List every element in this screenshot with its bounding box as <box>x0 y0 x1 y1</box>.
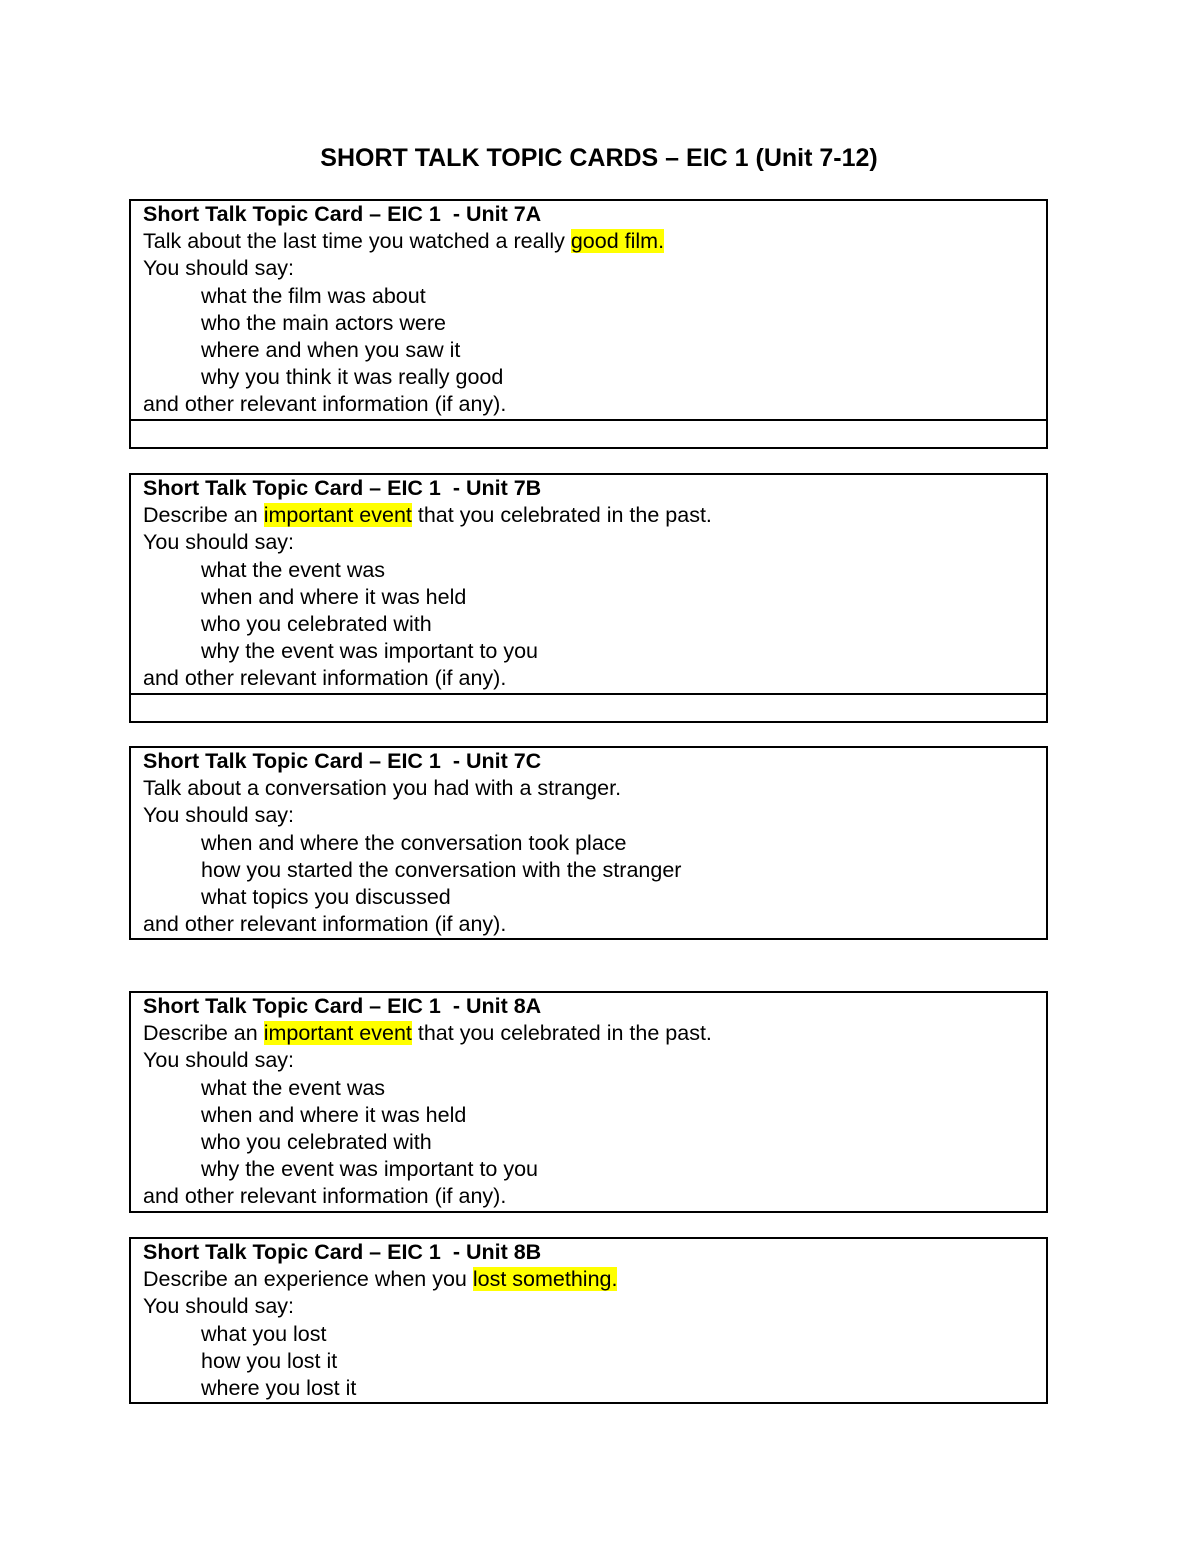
topic-card-unit-7b <box>129 473 1048 723</box>
card-prompt <box>143 502 1034 529</box>
prompt-text: Describe an experience when you <box>143 1267 473 1292</box>
card-point: who the main actors were <box>201 310 446 335</box>
card-point: what the film was about <box>201 283 426 308</box>
card-closing: and other relevant information (if any). <box>143 666 507 691</box>
page-title: SHORT TALK TOPIC CARDS – EIC 1 (Unit 7-12) <box>320 144 878 172</box>
empty-notes-row <box>131 419 1046 447</box>
card-point: when and where it was held <box>201 584 467 609</box>
card-point: why the event was important to you <box>201 1157 539 1182</box>
prompt-text: Describe an <box>143 503 264 528</box>
card-point: why the event was important to you <box>201 639 539 664</box>
card-point: what the event was <box>201 1075 386 1100</box>
card-heading: Short Talk Topic Card – EIC 1 - Unit 7C <box>143 749 542 773</box>
topic-card-unit-7c <box>129 746 1048 940</box>
card-point: why you think it was really good <box>201 365 504 390</box>
card-prompt <box>143 1020 1034 1047</box>
prompt-highlight: lost something. <box>472 1267 618 1292</box>
should-say-label: You should say: <box>143 803 295 828</box>
should-say-label: You should say: <box>143 1048 295 1073</box>
prompt-text-end: that you celebrated in the past. <box>411 503 712 528</box>
card-point: where you lost it <box>201 1376 357 1401</box>
card-point: what the event was <box>201 557 386 582</box>
topic-card-unit-7a <box>129 199 1048 449</box>
card-point: when and where the conversation took place <box>201 830 627 855</box>
card-point: how you lost it <box>201 1348 338 1373</box>
prompt-highlight: important event <box>263 1021 412 1046</box>
prompt-highlight: important event <box>263 503 412 528</box>
should-say-label: You should say: <box>143 530 295 555</box>
empty-notes-row <box>131 693 1046 721</box>
card-point: when and where it was held <box>201 1102 467 1127</box>
prompt-text: Describe an <box>143 1021 264 1046</box>
card-prompt <box>143 228 1034 255</box>
card-point: what topics you discussed <box>201 885 451 910</box>
should-say-label: You should say: <box>143 1294 295 1319</box>
prompt-text-end: that you celebrated in the past. <box>411 1021 712 1046</box>
topic-card-unit-8a <box>129 991 1048 1213</box>
prompt-text: Talk about a conversation you had with a stranger. <box>143 776 622 801</box>
card-prompt <box>143 775 1034 802</box>
card-heading: Short Talk Topic Card – EIC 1 - Unit 7A <box>143 202 542 226</box>
card-point: who you celebrated with <box>201 612 432 637</box>
card-prompt <box>143 1266 1034 1293</box>
should-say-label: You should say: <box>143 256 295 281</box>
card-point: where and when you saw it <box>201 338 461 363</box>
card-point: how you started the conversation with the stranger <box>201 857 682 882</box>
topic-card-unit-8b <box>129 1237 1048 1404</box>
card-closing: and other relevant information (if any). <box>143 392 507 417</box>
card-heading: Short Talk Topic Card – EIC 1 - Unit 8B <box>143 1240 542 1264</box>
prompt-highlight: good film. <box>570 229 665 254</box>
card-heading: Short Talk Topic Card – EIC 1 - Unit 7B <box>143 476 542 500</box>
card-closing: and other relevant information (if any). <box>143 1184 507 1209</box>
card-heading: Short Talk Topic Card – EIC 1 - Unit 8A <box>143 994 542 1018</box>
prompt-text: Talk about the last time you watched a really <box>143 229 571 254</box>
card-closing: and other relevant information (if any). <box>143 912 507 937</box>
card-point: what you lost <box>201 1321 327 1346</box>
card-point: who you celebrated with <box>201 1130 432 1155</box>
